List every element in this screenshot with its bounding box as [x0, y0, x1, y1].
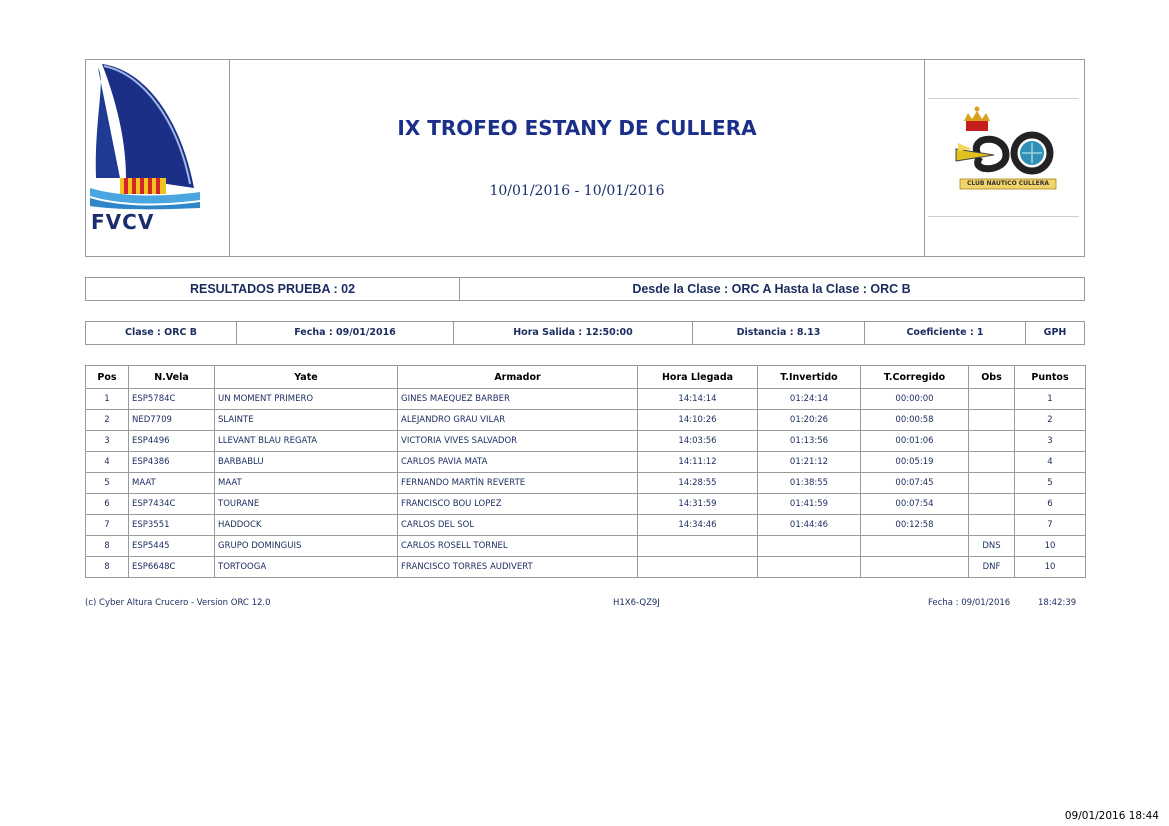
t-invertido-cell: 01:24:14: [758, 389, 861, 410]
obs-cell: [969, 389, 1015, 410]
col-header-obs: Obs: [969, 366, 1015, 389]
hora-llegada-cell: 14:34:46: [638, 515, 758, 536]
class-info-bar: [85, 321, 1085, 345]
nvela-cell: NED7709: [129, 410, 215, 431]
hora-llegada-cell: 14:11:12: [638, 452, 758, 473]
nvela-cell: ESP7434C: [129, 494, 215, 515]
yate-cell: TORTOOGA: [215, 557, 398, 578]
armador-cell: ALEJANDRO GRAU VILAR: [398, 410, 638, 431]
hora-llegada-cell: 14:10:26: [638, 410, 758, 431]
nvela-cell: ESP5445: [129, 536, 215, 557]
pos-cell: 7: [86, 515, 129, 536]
pos-cell: 6: [86, 494, 129, 515]
nvela-cell: ESP4386: [129, 452, 215, 473]
armador-cell: CARLOS DEL SOL: [398, 515, 638, 536]
t-corregido-cell: [861, 536, 969, 557]
yate-cell: TOURANE: [215, 494, 398, 515]
nvela-cell: MAAT: [129, 473, 215, 494]
print-timestamp: 09/01/2016 18:44: [1064, 810, 1159, 822]
armador-cell: FERNANDO MARTÍN REVERTE: [398, 473, 638, 494]
pos-cell: 5: [86, 473, 129, 494]
footer-hora: 18:42:39: [1038, 598, 1077, 608]
pos-cell: 2: [86, 410, 129, 431]
results-table: [85, 365, 1086, 578]
hora-llegada-cell: [638, 536, 758, 557]
armador-cell: FRANCISCO BOU LOPEZ: [398, 494, 638, 515]
pos-cell: 4: [86, 452, 129, 473]
table-header-row: [86, 366, 1086, 389]
yate-cell: UN MOMENT PRIMERO: [215, 389, 398, 410]
t-corregido-cell: 00:07:54: [861, 494, 969, 515]
armador-cell: VICTORIA VIVES SALVADOR: [398, 431, 638, 452]
results-bar: [85, 277, 1085, 301]
puntos-cell: 5: [1015, 473, 1086, 494]
pos-cell: 3: [86, 431, 129, 452]
coeficiente-label: Coeficiente : 1: [865, 322, 1026, 344]
table-row: [86, 452, 1086, 473]
fvcv-logo-text: FVCV: [91, 210, 155, 234]
yate-cell: LLEVANT BLAU REGATA: [215, 431, 398, 452]
t-corregido-cell: [861, 557, 969, 578]
yate-cell: BARBABLU: [215, 452, 398, 473]
obs-cell: [969, 410, 1015, 431]
puntos-cell: 10: [1015, 557, 1086, 578]
pos-cell: 8: [86, 536, 129, 557]
fvcv-logo: [86, 60, 230, 256]
table-row: [86, 536, 1086, 557]
table-row: [86, 473, 1086, 494]
puntos-cell: 6: [1015, 494, 1086, 515]
obs-cell: DNF: [969, 557, 1015, 578]
page-title: IX TROFEO ESTANY DE CULLERA: [397, 116, 757, 140]
obs-cell: DNS: [969, 536, 1015, 557]
nvela-cell: ESP6648C: [129, 557, 215, 578]
t-corregido-cell: 00:12:58: [861, 515, 969, 536]
table-row: [86, 410, 1086, 431]
col-header-nvela: N.Vela: [129, 366, 215, 389]
yate-cell: GRUPO DOMINGUIS: [215, 536, 398, 557]
puntos-cell: 3: [1015, 431, 1086, 452]
t-invertido-cell: 01:38:55: [758, 473, 861, 494]
t-corregido-cell: 00:01:06: [861, 431, 969, 452]
t-invertido-cell: 01:41:59: [758, 494, 861, 515]
footer-code: H1X6-QZ9J: [613, 598, 660, 608]
t-invertido-cell: [758, 536, 861, 557]
t-corregido-cell: 00:05:19: [861, 452, 969, 473]
table-row: [86, 494, 1086, 515]
armador-cell: CARLOS PAVIA MATA: [398, 452, 638, 473]
t-invertido-cell: 01:21:12: [758, 452, 861, 473]
col-header-pos: Pos: [86, 366, 129, 389]
pos-cell: 1: [86, 389, 129, 410]
t-invertido-cell: 01:13:56: [758, 431, 861, 452]
nvela-cell: ESP5784C: [129, 389, 215, 410]
t-corregido-cell: 00:07:45: [861, 473, 969, 494]
club-logo: [924, 60, 1084, 256]
col-header-puntos: Puntos: [1015, 366, 1086, 389]
table-row: [86, 431, 1086, 452]
t-invertido-cell: 01:20:26: [758, 410, 861, 431]
nvela-cell: ESP4496: [129, 431, 215, 452]
col-header-t-corregido: T.Corregido: [861, 366, 969, 389]
sailboat-icon: [86, 60, 229, 210]
yate-cell: MAAT: [215, 473, 398, 494]
hora-llegada-cell: 14:14:14: [638, 389, 758, 410]
table-row: [86, 515, 1086, 536]
hora-llegada-cell: 14:28:55: [638, 473, 758, 494]
sistema-label: GPH: [1043, 327, 1067, 338]
obs-cell: [969, 515, 1015, 536]
fecha-label: Fecha : 09/01/2016: [237, 322, 454, 344]
prueba-label: RESULTADOS PRUEBA : 02: [86, 278, 460, 300]
t-corregido-cell: 00:00:58: [861, 410, 969, 431]
obs-cell: [969, 494, 1015, 515]
yate-cell: HADDOCK: [215, 515, 398, 536]
clase-label: Clase : ORC B: [86, 322, 237, 344]
puntos-cell: 10: [1015, 536, 1086, 557]
armador-cell: CARLOS ROSELL TORNEL: [398, 536, 638, 557]
obs-cell: [969, 431, 1015, 452]
table-row: [86, 557, 1086, 578]
obs-cell: [969, 452, 1015, 473]
event-dates: 10/01/2016 - 10/01/2016: [489, 183, 665, 199]
col-header-hora-llegada: Hora Llegada: [638, 366, 758, 389]
hora-llegada-cell: 14:03:56: [638, 431, 758, 452]
armador-cell: GINES MAEQUEZ BARBER: [398, 389, 638, 410]
club-logo-text: CLUB NAUTICO CULLERA: [966, 180, 1050, 187]
t-corregido-cell: 00:00:00: [861, 389, 969, 410]
pos-cell: 8: [86, 557, 129, 578]
col-header-t-invertido: T.Invertido: [758, 366, 861, 389]
footer-credits: (c) Cyber Altura Crucero - Version ORC 12.0: [85, 598, 271, 608]
col-header-armador: Armador: [398, 366, 638, 389]
yate-cell: SLAINTE: [215, 410, 398, 431]
footer-fecha: Fecha : 09/01/2016: [928, 598, 1011, 608]
puntos-cell: 2: [1015, 410, 1086, 431]
puntos-cell: 7: [1015, 515, 1086, 536]
t-invertido-cell: [758, 557, 861, 578]
club-nautico-cullera-icon: [928, 99, 1079, 216]
puntos-cell: 4: [1015, 452, 1086, 473]
hora-llegada-cell: [638, 557, 758, 578]
header-panel: [85, 59, 1085, 257]
table-row: [86, 389, 1086, 410]
hora-llegada-cell: 14:31:59: [638, 494, 758, 515]
t-invertido-cell: 01:44:46: [758, 515, 861, 536]
hora-salida-label: Hora Salida : 12:50:00: [454, 322, 693, 344]
class-range-label: Desde la Clase : ORC A Hasta la Clase : ORC B: [632, 282, 911, 296]
distancia-label: Distancia : 8.13: [693, 322, 865, 344]
obs-cell: [969, 473, 1015, 494]
puntos-cell: 1: [1015, 389, 1086, 410]
nvela-cell: ESP3551: [129, 515, 215, 536]
col-header-yate: Yate: [215, 366, 398, 389]
armador-cell: FRANCISCO TORRES AUDIVERT: [398, 557, 638, 578]
